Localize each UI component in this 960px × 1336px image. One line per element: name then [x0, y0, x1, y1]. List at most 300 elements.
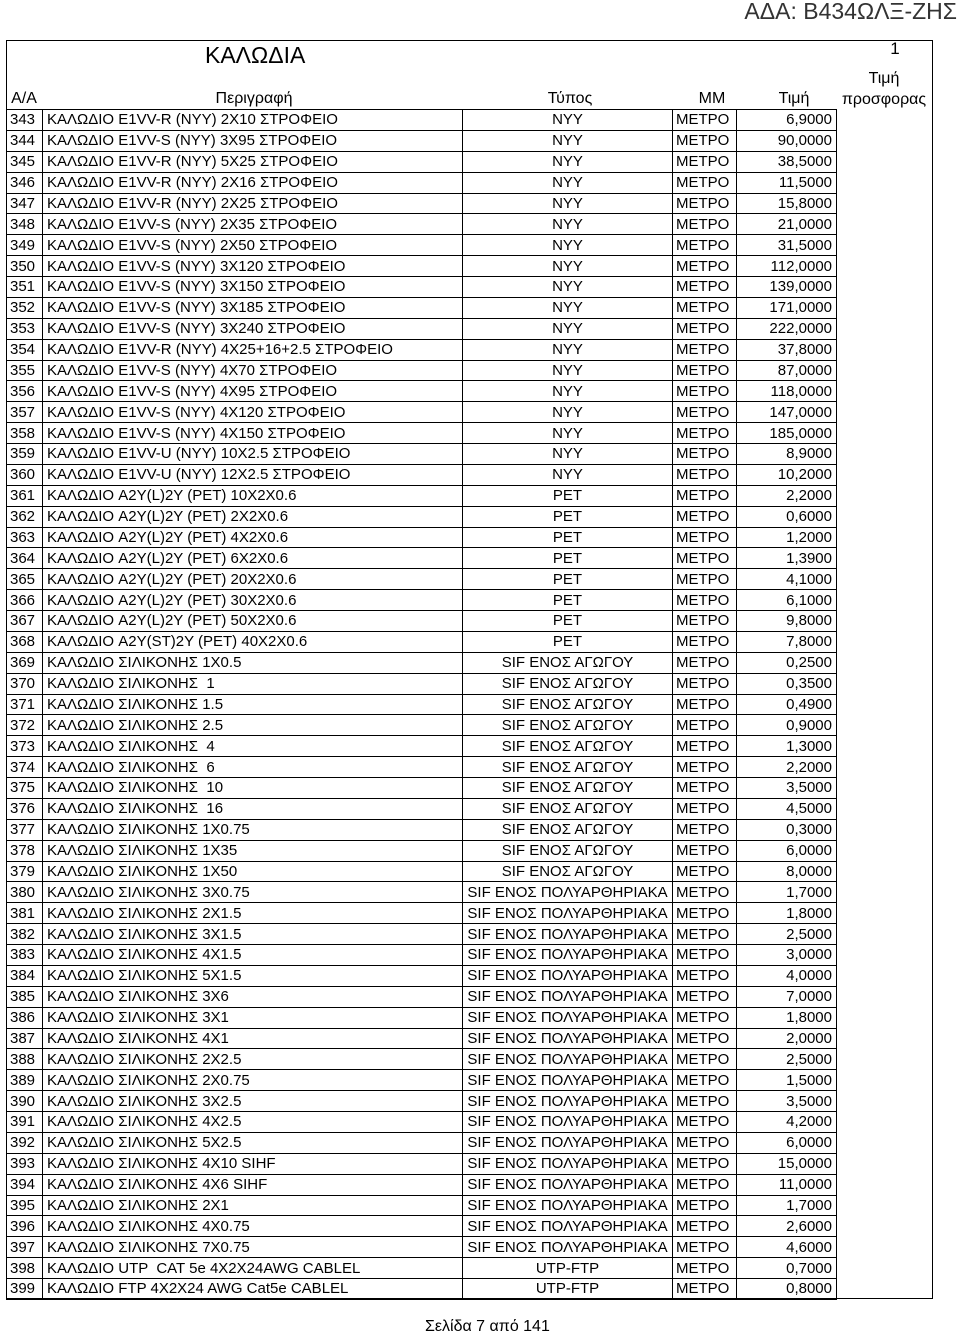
- ada-code: ΑΔΑ: Β434ΩΛΞ-ΖΗΣ: [744, 0, 957, 24]
- cell-price: 1,7000: [737, 882, 837, 903]
- cell-aa: 385: [7, 986, 43, 1007]
- table-row: [7, 318, 837, 339]
- table-row: [7, 464, 837, 485]
- table-row: [7, 819, 837, 840]
- cell-type: SIF ΕΝΟΣ ΠΟΛΥΑΡΘΗΡΙΑΚΑ: [463, 1112, 673, 1133]
- cell-unit: ΜΕΤΡΟ: [673, 840, 737, 861]
- table-row: [7, 172, 837, 193]
- cell-aa: 357: [7, 402, 43, 423]
- cell-aa: 387: [7, 1028, 43, 1049]
- cell-price: 185,0000: [737, 423, 837, 444]
- cell-price: 6,0000: [737, 1132, 837, 1153]
- cell-description: ΚΑΛΩΔΙΟ ΣΙΛΙΚΟΝΗΣ 2X2.5: [43, 1049, 463, 1070]
- cell-price: 6,0000: [737, 840, 837, 861]
- cell-type: PET: [463, 548, 673, 569]
- cell-price: 0,3000: [737, 819, 837, 840]
- cell-unit: ΜΕΤΡΟ: [673, 1112, 737, 1133]
- table-row: [7, 381, 837, 402]
- cell-description: ΚΑΛΩΔΙΟ E1VV-S (NYY) 4X95 ΣΤΡΟΦΕΙΟ: [43, 381, 463, 402]
- cell-price: 2,2000: [737, 757, 837, 778]
- cell-description: ΚΑΛΩΔΙΟ E1VV-S (NYY) 4X120 ΣΤΡΟΦΕΙΟ: [43, 402, 463, 423]
- cell-aa: 370: [7, 673, 43, 694]
- cell-price: 1,8000: [737, 903, 837, 924]
- cell-type: UTP-FTP: [463, 1258, 673, 1279]
- cell-type: SIF ΕΝΟΣ ΠΟΛΥΑΡΘΗΡΙΑΚΑ: [463, 945, 673, 966]
- cell-description: ΚΑΛΩΔΙΟ ΣΙΛΙΚΟΝΗΣ 1X35: [43, 840, 463, 861]
- cell-price: 6,1000: [737, 590, 837, 611]
- cell-description: ΚΑΛΩΔΙΟ ΣΙΛΙΚΟΝΗΣ 4X1.5: [43, 945, 463, 966]
- cell-unit: ΜΕΤΡΟ: [673, 590, 737, 611]
- cell-type: SIF ΕΝΟΣ ΑΓΩΓΟΥ: [463, 757, 673, 778]
- table-row: [7, 130, 837, 151]
- cell-type: SIF ΕΝΟΣ ΠΟΛΥΑΡΘΗΡΙΑΚΑ: [463, 1195, 673, 1216]
- cell-aa: 356: [7, 381, 43, 402]
- table-row: [7, 235, 837, 256]
- cell-description: ΚΑΛΩΔΙΟ ΣΙΛΙΚΟΝΗΣ 4X0.75: [43, 1216, 463, 1237]
- cell-price: 4,0000: [737, 965, 837, 986]
- cell-aa: 383: [7, 945, 43, 966]
- cell-description: ΚΑΛΩΔΙΟ E1VV-S (NYY) 3X150 ΣΤΡΟΦΕΙΟ: [43, 277, 463, 298]
- table-row: [7, 297, 837, 318]
- cell-price: 7,0000: [737, 986, 837, 1007]
- section-number: 1: [890, 39, 900, 58]
- cell-description: ΚΑΛΩΔΙΟ ΣΙΛΙΚΟΝΗΣ 1X50: [43, 861, 463, 882]
- table-row: [7, 402, 837, 423]
- cell-description: ΚΑΛΩΔΙΟ E1VV-R (NYY) 5X25 ΣΤΡΟΦΕΙΟ: [43, 151, 463, 172]
- cell-unit: ΜΕΤΡΟ: [673, 778, 737, 799]
- cell-type: PET: [463, 485, 673, 506]
- cell-description: ΚΑΛΩΔΙΟ ΣΙΛΙΚΟΝΗΣ 3X1: [43, 1007, 463, 1028]
- table-row: [7, 151, 837, 172]
- cell-type: NYY: [463, 339, 673, 360]
- cell-unit: ΜΕΤΡΟ: [673, 736, 737, 757]
- table-row: [7, 1049, 837, 1070]
- cell-price: 2,5000: [737, 1049, 837, 1070]
- cell-unit: ΜΕΤΡΟ: [673, 694, 737, 715]
- cell-description: ΚΑΛΩΔΙΟ E1VV-S (NYY) 3X120 ΣΤΡΟΦΕΙΟ: [43, 256, 463, 277]
- cell-description: ΚΑΛΩΔΙΟ E1VV-R (NYY) 2X25 ΣΤΡΟΦΕΙΟ: [43, 193, 463, 214]
- cell-description: ΚΑΛΩΔΙΟ ΣΙΛΙΚΟΝΗΣ 4X2.5: [43, 1112, 463, 1133]
- table-row: [7, 444, 837, 465]
- cell-price: 8,0000: [737, 861, 837, 882]
- cell-unit: ΜΕΤΡΟ: [673, 548, 737, 569]
- cell-unit: ΜΕΤΡΟ: [673, 360, 737, 381]
- cell-unit: ΜΕΤΡΟ: [673, 172, 737, 193]
- cell-description: ΚΑΛΩΔΙΟ ΣΙΛΙΚΟΝΗΣ 7X0.75: [43, 1237, 463, 1258]
- cell-type: SIF ΕΝΟΣ ΠΟΛΥΑΡΘΗΡΙΑΚΑ: [463, 882, 673, 903]
- cell-type: NYY: [463, 277, 673, 298]
- cell-price: 1,3900: [737, 548, 837, 569]
- cell-description: ΚΑΛΩΔΙΟ A2Y(L)2Y (PET) 6X2X0.6: [43, 548, 463, 569]
- cell-price: 0,6000: [737, 506, 837, 527]
- table-row: [7, 527, 837, 548]
- cell-unit: ΜΕΤΡΟ: [673, 339, 737, 360]
- cell-aa: 362: [7, 506, 43, 527]
- column-header-type: Τύπος: [547, 90, 593, 107]
- table-row: [7, 1091, 837, 1112]
- column-header-unit: ΜΜ: [698, 90, 726, 107]
- cell-type: NYY: [463, 464, 673, 485]
- cell-price: 38,5000: [737, 151, 837, 172]
- cell-type: NYY: [463, 130, 673, 151]
- cell-aa: 375: [7, 778, 43, 799]
- cell-type: SIF ΕΝΟΣ ΑΓΩΓΟΥ: [463, 652, 673, 673]
- cell-description: ΚΑΛΩΔΙΟ E1VV-R (NYY) 2X16 ΣΤΡΟΦΕΙΟ: [43, 172, 463, 193]
- cell-description: ΚΑΛΩΔΙΟ ΣΙΛΙΚΟΝΗΣ 10: [43, 778, 463, 799]
- cell-price: 2,5000: [737, 924, 837, 945]
- column-header-description: Περιγραφή: [215, 90, 293, 107]
- cell-aa: 343: [7, 110, 43, 131]
- table-body: [7, 110, 837, 1300]
- cell-aa: 379: [7, 861, 43, 882]
- cell-price: 31,5000: [737, 235, 837, 256]
- cell-aa: 363: [7, 527, 43, 548]
- cell-aa: 394: [7, 1174, 43, 1195]
- table-row: [7, 110, 837, 131]
- cell-type: NYY: [463, 214, 673, 235]
- cell-description: ΚΑΛΩΔΙΟ E1VV-U (NYY) 12X2.5 ΣΤΡΟΦΕΙΟ: [43, 464, 463, 485]
- cell-aa: 352: [7, 297, 43, 318]
- price-table: [6, 109, 837, 1300]
- column-header-offer-price: Τιμή προσφορας: [841, 70, 927, 108]
- cell-unit: ΜΕΤΡΟ: [673, 1028, 737, 1049]
- cell-type: NYY: [463, 360, 673, 381]
- cell-description: ΚΑΛΩΔΙΟ E1VV-S (NYY) 4X70 ΣΤΡΟΦΕΙΟ: [43, 360, 463, 381]
- cell-unit: ΜΕΤΡΟ: [673, 861, 737, 882]
- cell-price: 4,1000: [737, 569, 837, 590]
- cell-type: PET: [463, 506, 673, 527]
- cell-unit: ΜΕΤΡΟ: [673, 235, 737, 256]
- cell-type: SIF ΕΝΟΣ ΑΓΩΓΟΥ: [463, 861, 673, 882]
- cell-price: 222,0000: [737, 318, 837, 339]
- cell-aa: 346: [7, 172, 43, 193]
- cell-price: 2,6000: [737, 1216, 837, 1237]
- cell-aa: 367: [7, 611, 43, 632]
- cell-type: SIF ΕΝΟΣ ΠΟΛΥΑΡΘΗΡΙΑΚΑ: [463, 1091, 673, 1112]
- cell-price: 1,7000: [737, 1195, 837, 1216]
- cell-description: ΚΑΛΩΔΙΟ UTP CAT 5e 4X2X24AWG CABLEL: [43, 1258, 463, 1279]
- cell-type: SIF ΕΝΟΣ ΠΟΛΥΑΡΘΗΡΙΑΚΑ: [463, 1237, 673, 1258]
- cell-description: ΚΑΛΩΔΙΟ ΣΙΛΙΚΟΝΗΣ 1X0.5: [43, 652, 463, 673]
- column-header-aa: Α/Α: [11, 90, 37, 107]
- table-row: [7, 965, 837, 986]
- cell-type: SIF ΕΝΟΣ ΠΟΛΥΑΡΘΗΡΙΑΚΑ: [463, 986, 673, 1007]
- cell-aa: 388: [7, 1049, 43, 1070]
- cell-type: NYY: [463, 381, 673, 402]
- cell-price: 15,8000: [737, 193, 837, 214]
- table-row: [7, 1279, 837, 1300]
- cell-type: SIF ΕΝΟΣ ΠΟΛΥΑΡΘΗΡΙΑΚΑ: [463, 903, 673, 924]
- table-row: [7, 506, 837, 527]
- cell-description: ΚΑΛΩΔΙΟ A2Y(ST)2Y (PET) 40X2X0.6: [43, 631, 463, 652]
- cell-unit: ΜΕΤΡΟ: [673, 1258, 737, 1279]
- cell-aa: 399: [7, 1279, 43, 1300]
- cell-price: 1,5000: [737, 1070, 837, 1091]
- cell-description: ΚΑΛΩΔΙΟ E1VV-S (NYY) 2X35 ΣΤΡΟΦΕΙΟ: [43, 214, 463, 235]
- page-footer: Σελίδα 7 από 141: [425, 1318, 550, 1335]
- cell-aa: 397: [7, 1237, 43, 1258]
- cell-unit: ΜΕΤΡΟ: [673, 1216, 737, 1237]
- cell-type: SIF ΕΝΟΣ ΑΓΩΓΟΥ: [463, 778, 673, 799]
- table-row: [7, 590, 837, 611]
- table-row: [7, 882, 837, 903]
- cell-description: ΚΑΛΩΔΙΟ FTP 4X2X24 AWG Cat5e CABLEL: [43, 1279, 463, 1300]
- table-row: [7, 778, 837, 799]
- table-row: [7, 673, 837, 694]
- cell-aa: 382: [7, 924, 43, 945]
- table-row: [7, 861, 837, 882]
- cell-price: 0,7000: [737, 1258, 837, 1279]
- cell-aa: 376: [7, 798, 43, 819]
- cell-unit: ΜΕΤΡΟ: [673, 673, 737, 694]
- cell-price: 118,0000: [737, 381, 837, 402]
- cell-unit: ΜΕΤΡΟ: [673, 757, 737, 778]
- cell-price: 3,5000: [737, 1091, 837, 1112]
- cell-aa: 378: [7, 840, 43, 861]
- cell-aa: 358: [7, 423, 43, 444]
- cell-type: SIF ΕΝΟΣ ΠΟΛΥΑΡΘΗΡΙΑΚΑ: [463, 1007, 673, 1028]
- cell-unit: ΜΕΤΡΟ: [673, 464, 737, 485]
- cell-unit: ΜΕΤΡΟ: [673, 151, 737, 172]
- cell-unit: ΜΕΤΡΟ: [673, 652, 737, 673]
- cell-description: ΚΑΛΩΔΙΟ ΣΙΛΙΚΟΝΗΣ 2X0.75: [43, 1070, 463, 1091]
- cell-aa: 368: [7, 631, 43, 652]
- table-row: [7, 1258, 837, 1279]
- cell-type: SIF ΕΝΟΣ ΠΟΛΥΑΡΘΗΡΙΑΚΑ: [463, 1028, 673, 1049]
- cell-aa: 351: [7, 277, 43, 298]
- cell-price: 3,5000: [737, 778, 837, 799]
- cell-type: NYY: [463, 151, 673, 172]
- cell-aa: 389: [7, 1070, 43, 1091]
- cell-unit: ΜΕΤΡΟ: [673, 527, 737, 548]
- cell-aa: 361: [7, 485, 43, 506]
- cell-unit: ΜΕΤΡΟ: [673, 1174, 737, 1195]
- table-row: [7, 1216, 837, 1237]
- cell-unit: ΜΕΤΡΟ: [673, 986, 737, 1007]
- cell-unit: ΜΕΤΡΟ: [673, 506, 737, 527]
- cell-price: 1,8000: [737, 1007, 837, 1028]
- cell-price: 139,0000: [737, 277, 837, 298]
- cell-aa: 355: [7, 360, 43, 381]
- cell-unit: ΜΕΤΡΟ: [673, 193, 737, 214]
- table-row: [7, 1070, 837, 1091]
- cell-type: SIF ΕΝΟΣ ΠΟΛΥΑΡΘΗΡΙΑΚΑ: [463, 1049, 673, 1070]
- cell-price: 0,9000: [737, 715, 837, 736]
- table-row: [7, 1237, 837, 1258]
- cell-type: SIF ΕΝΟΣ ΑΓΩΓΟΥ: [463, 840, 673, 861]
- cell-unit: ΜΕΤΡΟ: [673, 611, 737, 632]
- cell-price: 21,0000: [737, 214, 837, 235]
- table-row: [7, 652, 837, 673]
- cell-type: NYY: [463, 172, 673, 193]
- cell-unit: ΜΕΤΡΟ: [673, 903, 737, 924]
- table-row: [7, 715, 837, 736]
- cell-description: ΚΑΛΩΔΙΟ ΣΙΛΙΚΟΝΗΣ 4X10 SIHF: [43, 1153, 463, 1174]
- cell-type: PET: [463, 527, 673, 548]
- cell-unit: ΜΕΤΡΟ: [673, 965, 737, 986]
- cell-unit: ΜΕΤΡΟ: [673, 1195, 737, 1216]
- cell-type: NYY: [463, 402, 673, 423]
- cell-unit: ΜΕΤΡΟ: [673, 130, 737, 151]
- cell-aa: 373: [7, 736, 43, 757]
- table-row: [7, 757, 837, 778]
- cell-description: ΚΑΛΩΔΙΟ E1VV-S (NYY) 4X150 ΣΤΡΟΦΕΙΟ: [43, 423, 463, 444]
- table-row: [7, 840, 837, 861]
- cell-aa: 380: [7, 882, 43, 903]
- cell-description: ΚΑΛΩΔΙΟ ΣΙΛΙΚΟΝΗΣ 2X1: [43, 1195, 463, 1216]
- cell-description: ΚΑΛΩΔΙΟ ΣΙΛΙΚΟΝΗΣ 1X0.75: [43, 819, 463, 840]
- table-row: [7, 903, 837, 924]
- cell-aa: 391: [7, 1112, 43, 1133]
- cell-unit: ΜΕΤΡΟ: [673, 882, 737, 903]
- cell-description: ΚΑΛΩΔΙΟ ΣΙΛΙΚΟΝΗΣ 16: [43, 798, 463, 819]
- table-row: [7, 1132, 837, 1153]
- cell-unit: ΜΕΤΡΟ: [673, 569, 737, 590]
- cell-type: NYY: [463, 235, 673, 256]
- cell-description: ΚΑΛΩΔΙΟ ΣΙΛΙΚΟΝΗΣ 6: [43, 757, 463, 778]
- cell-aa: 369: [7, 652, 43, 673]
- cell-description: ΚΑΛΩΔΙΟ ΣΙΛΙΚΟΝΗΣ 1: [43, 673, 463, 694]
- cell-aa: 393: [7, 1153, 43, 1174]
- cell-description: ΚΑΛΩΔΙΟ E1VV-R (NYY) 2X10 ΣΤΡΟΦΕΙΟ: [43, 110, 463, 131]
- cell-unit: ΜΕΤΡΟ: [673, 110, 737, 131]
- cell-type: NYY: [463, 110, 673, 131]
- cell-description: ΚΑΛΩΔΙΟ A2Y(L)2Y (PET) 10X2X0.6: [43, 485, 463, 506]
- cell-unit: ΜΕΤΡΟ: [673, 381, 737, 402]
- cell-aa: 372: [7, 715, 43, 736]
- cell-price: 0,8000: [737, 1279, 837, 1300]
- cell-type: SIF ΕΝΟΣ ΑΓΩΓΟΥ: [463, 715, 673, 736]
- cell-price: 90,0000: [737, 130, 837, 151]
- cell-price: 2,0000: [737, 1028, 837, 1049]
- cell-price: 1,2000: [737, 527, 837, 548]
- cell-description: ΚΑΛΩΔΙΟ E1VV-S (NYY) 3X95 ΣΤΡΟΦΕΙΟ: [43, 130, 463, 151]
- cell-description: ΚΑΛΩΔΙΟ A2Y(L)2Y (PET) 4X2X0.6: [43, 527, 463, 548]
- cell-price: 4,2000: [737, 1112, 837, 1133]
- cell-unit: ΜΕΤΡΟ: [673, 1132, 737, 1153]
- table-row: [7, 1112, 837, 1133]
- cell-unit: ΜΕΤΡΟ: [673, 631, 737, 652]
- cell-price: 11,5000: [737, 172, 837, 193]
- table-row: [7, 485, 837, 506]
- cell-aa: 359: [7, 444, 43, 465]
- cell-description: ΚΑΛΩΔΙΟ ΣΙΛΙΚΟΝΗΣ 4X6 SIHF: [43, 1174, 463, 1195]
- cell-aa: 365: [7, 569, 43, 590]
- cell-aa: 395: [7, 1195, 43, 1216]
- page-title: ΚΑΛΩΔΙΑ: [205, 42, 306, 68]
- cell-type: SIF ΕΝΟΣ ΠΟΛΥΑΡΘΗΡΙΑΚΑ: [463, 1216, 673, 1237]
- cell-type: NYY: [463, 193, 673, 214]
- table-row: [7, 548, 837, 569]
- cell-price: 4,6000: [737, 1237, 837, 1258]
- cell-description: ΚΑΛΩΔΙΟ ΣΙΛΙΚΟΝΗΣ 2X1.5: [43, 903, 463, 924]
- cell-description: ΚΑΛΩΔΙΟ E1VV-R (NYY) 4X25+16+2.5 ΣΤΡΟΦΕΙΟ: [43, 339, 463, 360]
- cell-unit: ΜΕΤΡΟ: [673, 444, 737, 465]
- cell-description: ΚΑΛΩΔΙΟ A2Y(L)2Y (PET) 50X2X0.6: [43, 611, 463, 632]
- cell-type: SIF ΕΝΟΣ ΠΟΛΥΑΡΘΗΡΙΑΚΑ: [463, 1153, 673, 1174]
- cell-aa: 344: [7, 130, 43, 151]
- cell-aa: 386: [7, 1007, 43, 1028]
- cell-unit: ΜΕΤΡΟ: [673, 1049, 737, 1070]
- table-row: [7, 945, 837, 966]
- cell-description: ΚΑΛΩΔΙΟ A2Y(L)2Y (PET) 30X2X0.6: [43, 590, 463, 611]
- table-row: [7, 1028, 837, 1049]
- cell-unit: ΜΕΤΡΟ: [673, 214, 737, 235]
- cell-price: 87,0000: [737, 360, 837, 381]
- cell-aa: 398: [7, 1258, 43, 1279]
- cell-description: ΚΑΛΩΔΙΟ E1VV-S (NYY) 3X185 ΣΤΡΟΦΕΙΟ: [43, 297, 463, 318]
- cell-unit: ΜΕΤΡΟ: [673, 256, 737, 277]
- cell-type: NYY: [463, 297, 673, 318]
- cell-aa: 392: [7, 1132, 43, 1153]
- cell-unit: ΜΕΤΡΟ: [673, 1070, 737, 1091]
- cell-description: ΚΑΛΩΔΙΟ A2Y(L)2Y (PET) 20X2X0.6: [43, 569, 463, 590]
- cell-price: 2,2000: [737, 485, 837, 506]
- cell-price: 0,3500: [737, 673, 837, 694]
- cell-price: 8,9000: [737, 444, 837, 465]
- cell-type: SIF ΕΝΟΣ ΠΟΛΥΑΡΘΗΡΙΑΚΑ: [463, 1132, 673, 1153]
- cell-type: UTP-FTP: [463, 1279, 673, 1300]
- table-row: [7, 1153, 837, 1174]
- cell-aa: 354: [7, 339, 43, 360]
- cell-aa: 384: [7, 965, 43, 986]
- cell-aa: 381: [7, 903, 43, 924]
- cell-unit: ΜΕΤΡΟ: [673, 924, 737, 945]
- table-row: [7, 694, 837, 715]
- cell-type: SIF ΕΝΟΣ ΠΟΛΥΑΡΘΗΡΙΑΚΑ: [463, 965, 673, 986]
- cell-description: ΚΑΛΩΔΙΟ ΣΙΛΙΚΟΝΗΣ 1.5: [43, 694, 463, 715]
- cell-type: PET: [463, 611, 673, 632]
- cell-price: 10,2000: [737, 464, 837, 485]
- cell-aa: 374: [7, 757, 43, 778]
- cell-aa: 349: [7, 235, 43, 256]
- cell-description: ΚΑΛΩΔΙΟ ΣΙΛΙΚΟΝΗΣ 3X1.5: [43, 924, 463, 945]
- cell-type: PET: [463, 569, 673, 590]
- cell-type: SIF ΕΝΟΣ ΑΓΩΓΟΥ: [463, 798, 673, 819]
- cell-type: NYY: [463, 318, 673, 339]
- cell-price: 1,3000: [737, 736, 837, 757]
- cell-price: 171,0000: [737, 297, 837, 318]
- cell-price: 37,8000: [737, 339, 837, 360]
- table-row: [7, 339, 837, 360]
- table-row: [7, 256, 837, 277]
- cell-price: 147,0000: [737, 402, 837, 423]
- cell-unit: ΜΕΤΡΟ: [673, 297, 737, 318]
- cell-description: ΚΑΛΩΔΙΟ ΣΙΛΙΚΟΝΗΣ 3X0.75: [43, 882, 463, 903]
- cell-type: SIF ΕΝΟΣ ΑΓΩΓΟΥ: [463, 736, 673, 757]
- cell-description: ΚΑΛΩΔΙΟ ΣΙΛΙΚΟΝΗΣ 5X1.5: [43, 965, 463, 986]
- table-row: [7, 193, 837, 214]
- cell-price: 15,0000: [737, 1153, 837, 1174]
- cell-price: 7,8000: [737, 631, 837, 652]
- cell-description: ΚΑΛΩΔΙΟ ΣΙΛΙΚΟΝΗΣ 4: [43, 736, 463, 757]
- cell-description: ΚΑΛΩΔΙΟ ΣΙΛΙΚΟΝΗΣ 3X2.5: [43, 1091, 463, 1112]
- cell-aa: 364: [7, 548, 43, 569]
- table-row: [7, 798, 837, 819]
- cell-type: SIF ΕΝΟΣ ΠΟΛΥΑΡΘΗΡΙΑΚΑ: [463, 1174, 673, 1195]
- table-row: [7, 214, 837, 235]
- cell-aa: 371: [7, 694, 43, 715]
- cell-type: SIF ΕΝΟΣ ΠΟΛΥΑΡΘΗΡΙΑΚΑ: [463, 1070, 673, 1091]
- table-row: [7, 631, 837, 652]
- table-row: [7, 1007, 837, 1028]
- cell-type: SIF ΕΝΟΣ ΑΓΩΓΟΥ: [463, 673, 673, 694]
- cell-price: 6,9000: [737, 110, 837, 131]
- cell-description: ΚΑΛΩΔΙΟ A2Y(L)2Y (PET) 2X2X0.6: [43, 506, 463, 527]
- cell-unit: ΜΕΤΡΟ: [673, 485, 737, 506]
- cell-aa: 377: [7, 819, 43, 840]
- cell-type: SIF ΕΝΟΣ ΑΓΩΓΟΥ: [463, 694, 673, 715]
